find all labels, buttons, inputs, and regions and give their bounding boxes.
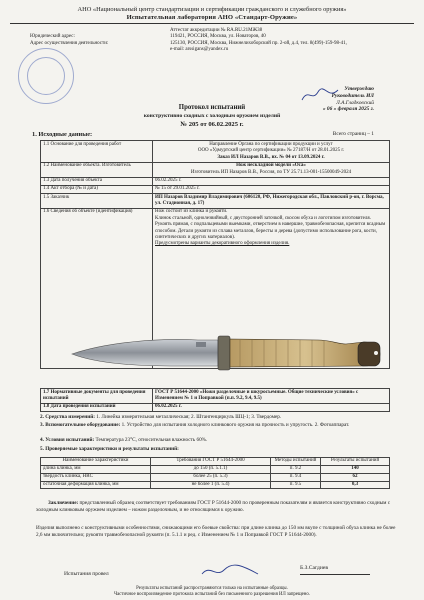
page-count: Всего страниц – 1 <box>332 131 374 137</box>
section-4-text: Температура 23°С, относительная влажность 60%. <box>95 437 208 443</box>
signature-line <box>300 574 370 575</box>
approver-signature <box>300 86 340 104</box>
table-cell: твердость клинка, HRC <box>41 473 151 481</box>
row-value: ГОСТ Р 51644-2000 «Ножи разделочные и шкуросъемные. Общие технические условия» с Изменением № 1 и Поправкой (п.п. 9.2, 9.4, 9.5) <box>153 389 390 404</box>
row-value: Предусмотрены варианты декоративного оформления изделия. <box>155 241 290 247</box>
activity-address-label: Адрес осуществления деятельности: <box>30 40 109 46</box>
table-cell: 140 <box>321 465 390 473</box>
row-value: Рукоять прямая, с подпальцевыми выемками, отверстием в навершие, травмобезопасная, крепится всадным способом. Детали рукояти из сплава металлов, бересты и дерева (допустимо использование рога, кости, синтетических и других материалов). <box>155 222 386 240</box>
footer-line-2: Частичное воспроизведение протокола испытаний без письменного разрешения ИЛ запрещено. <box>114 591 310 597</box>
column-header: Методы испытаний <box>271 458 321 466</box>
row-label: 1.5 Заказчик <box>41 194 153 209</box>
table-row <box>41 194 390 209</box>
conclusion-text: представленный образец соответствует требованиям ГОСТ Р 51644-2000 по проверенным показателям и является конструктивно сходным с холодным клинковым оружием изделием – ножом разделочным, и не относящимся к оружию. <box>36 500 391 513</box>
section-4 <box>40 437 400 444</box>
table-cell: 0,3 <box>321 481 390 489</box>
row-label: 1.3 Дата получения объекта <box>41 177 153 185</box>
footer-line-1: Результаты испытаний распространяются только на испытанные образцы. <box>136 586 288 591</box>
section-3-text: 1. Устройство для испытания холодного клинкового оружия на прочность и упругость. 2. Фотоаппарат. <box>121 422 350 428</box>
column-header: Результаты испытаний <box>321 458 390 466</box>
section-5 <box>40 446 400 453</box>
normative-table <box>40 388 390 412</box>
requisites-block <box>30 28 410 53</box>
row-label: 1.4 Акт отбора (№ и дата) <box>41 185 153 193</box>
table-cell: до 150 (п. 5.1.1) <box>151 465 271 473</box>
conclusion <box>36 500 396 513</box>
row-value: Изготовитель ИП Назаров В.В., Россия, по ТУ 25.71.13-001-15500049-2024 <box>190 169 352 175</box>
row-value: 06.02.2025 г. <box>153 177 390 185</box>
row-value: Заказ ИЛ Назаров В.В., вх. № 04 от 13.09.2024 г. <box>217 154 325 160</box>
row-label: 1.6 Сведения об объекте (идентификация) <box>41 208 153 368</box>
conclusion-label: Заключение: <box>48 500 79 506</box>
seal-stamp <box>18 48 74 104</box>
section-1-heading: 1. Исходные данные: <box>32 131 93 138</box>
table-row <box>41 141 390 163</box>
knife-photo <box>68 320 398 386</box>
row-label: 1.8 Дата проведения испытаний <box>41 403 153 411</box>
guard <box>218 336 230 370</box>
table-cell: п. 9.4 <box>271 473 321 481</box>
table-row <box>41 389 390 404</box>
handle <box>230 339 380 367</box>
legal-address: 119421, РОССИЯ, Москва, ул. Новаторов, 40 <box>170 34 266 40</box>
approval-line-1: Утверждаю <box>344 86 374 92</box>
legal-address-label: Юридический адрес: <box>30 34 75 40</box>
row-value: 06.02.2025 г. <box>153 403 390 411</box>
table-row <box>41 481 390 489</box>
table-header-row <box>41 458 390 466</box>
table-cell: п. 9.2 <box>271 465 321 473</box>
table-row <box>41 177 390 185</box>
row-label: 1.7 Нормативные документы для проведения испытаний <box>41 389 153 404</box>
table-row <box>41 162 390 177</box>
email: e-mail: arssigans@yandex.ru <box>170 46 229 52</box>
table-cell: остаточная деформация клинка, мм <box>41 481 151 489</box>
accreditation: Аттестат аккредитации № RA.RU.21МЖ38 <box>170 28 263 33</box>
table-row <box>41 473 390 481</box>
tester-role: Испытания провел <box>64 571 109 577</box>
lab-name: Испытательная лаборатория АНО «Стандарт-Оружие» <box>126 14 298 21</box>
table-cell: более 25 (п. 5.3) <box>151 473 271 481</box>
table-cell: п. 9.5 <box>271 481 321 489</box>
table-cell: длина клинка, мм <box>41 465 151 473</box>
row-value: Нож нескладной модели «Оса» <box>236 163 306 169</box>
row-value: ИП Назаров Владимир Владимирович (606120, РФ, Нижегородская обл., Павловский р-он, г. Ворсма, ул. Стадионная, д. 17) <box>153 194 390 209</box>
row-value: Клинок стальной, однолезвийный, с двусторонней заточкой, скосом обуха и логотипом изготовителя. <box>155 215 371 221</box>
section-2-text: 1. Линейка измерительная металлическая; 2. Штангенциркуль ШЦ-1; 3. Твердомер. <box>96 414 282 420</box>
protocol-number: № 205 от 06.02.2025 г. <box>180 121 244 128</box>
design-features-text: Изделия выполнено с конструктивными особенностями, снижающими его боевые свойства: при длине клинка до 150 мм вкупе с толщиной обуха клинка не более 2,6 мм включительно; рукояти травмобезопасной рукояти (п. 5.1.1 и ред. с Изменением № 1 и Поправкой ГОСТ Р 51644-2000). <box>36 525 396 538</box>
row-label: 1.2 Наименование объекта. Изготовитель <box>41 162 153 177</box>
activity-address: 125130, РОССИЯ, Москва, Нижнелихоборский пр. 2-ой, д.4, тел. 8(499)-159-98-41, <box>170 40 347 46</box>
column-header: Требования ГОСТ Р 51644-2000 <box>151 458 271 466</box>
row-label: 1.1 Основание для проведения работ <box>41 141 153 163</box>
approval-line-3: Л.А.Гладковский <box>336 99 374 106</box>
section-5-label: 5. Проверяемые характеристики и результаты испытаний: <box>40 446 179 452</box>
row-value: Нож состоит из клинка и рукояти. <box>155 209 228 215</box>
header-divider <box>10 23 414 24</box>
table-row <box>41 465 390 473</box>
column-header: Наименование характеристики <box>41 458 151 466</box>
section-2-label: 2. Средства измерений: <box>40 414 95 420</box>
table-cell: 62 <box>321 473 390 481</box>
footer <box>0 586 424 598</box>
protocol-subtitle: конструктивно сходных с холодным оружием изделий <box>143 113 281 119</box>
approval-date: « 06 » февраля 2025 г. <box>322 106 374 113</box>
section-2 <box>40 414 400 421</box>
row-value: ООО «Удмуртский центр сертификации» № 27187/Н от 28.01.2025 г. <box>197 148 345 154</box>
row-value: Направление Органа по сертификации продукции и услуг <box>209 141 333 147</box>
tester-name: Б.З.Сагдиев <box>300 565 329 571</box>
results-table <box>40 457 390 489</box>
row-value: № 15 от 29.01.2025 г. <box>153 185 390 193</box>
approval-line-2: Руководитель ИЛ <box>331 92 374 99</box>
table-row <box>41 403 390 411</box>
table-row <box>41 185 390 193</box>
section-3-label: 3. Вспомогательное оборудование: <box>40 422 121 428</box>
table-cell: не более 1 (п. 5.4) <box>151 481 271 489</box>
tester-signature <box>200 562 260 580</box>
section-3 <box>40 422 400 429</box>
protocol-title: Протокол испытаний <box>178 104 246 111</box>
section-4-label: 4. Условия испытаний: <box>40 437 95 443</box>
org-name: АНО «Национальный центр стандартизации и сертификации гражданского и служебного оружия» <box>77 6 347 13</box>
